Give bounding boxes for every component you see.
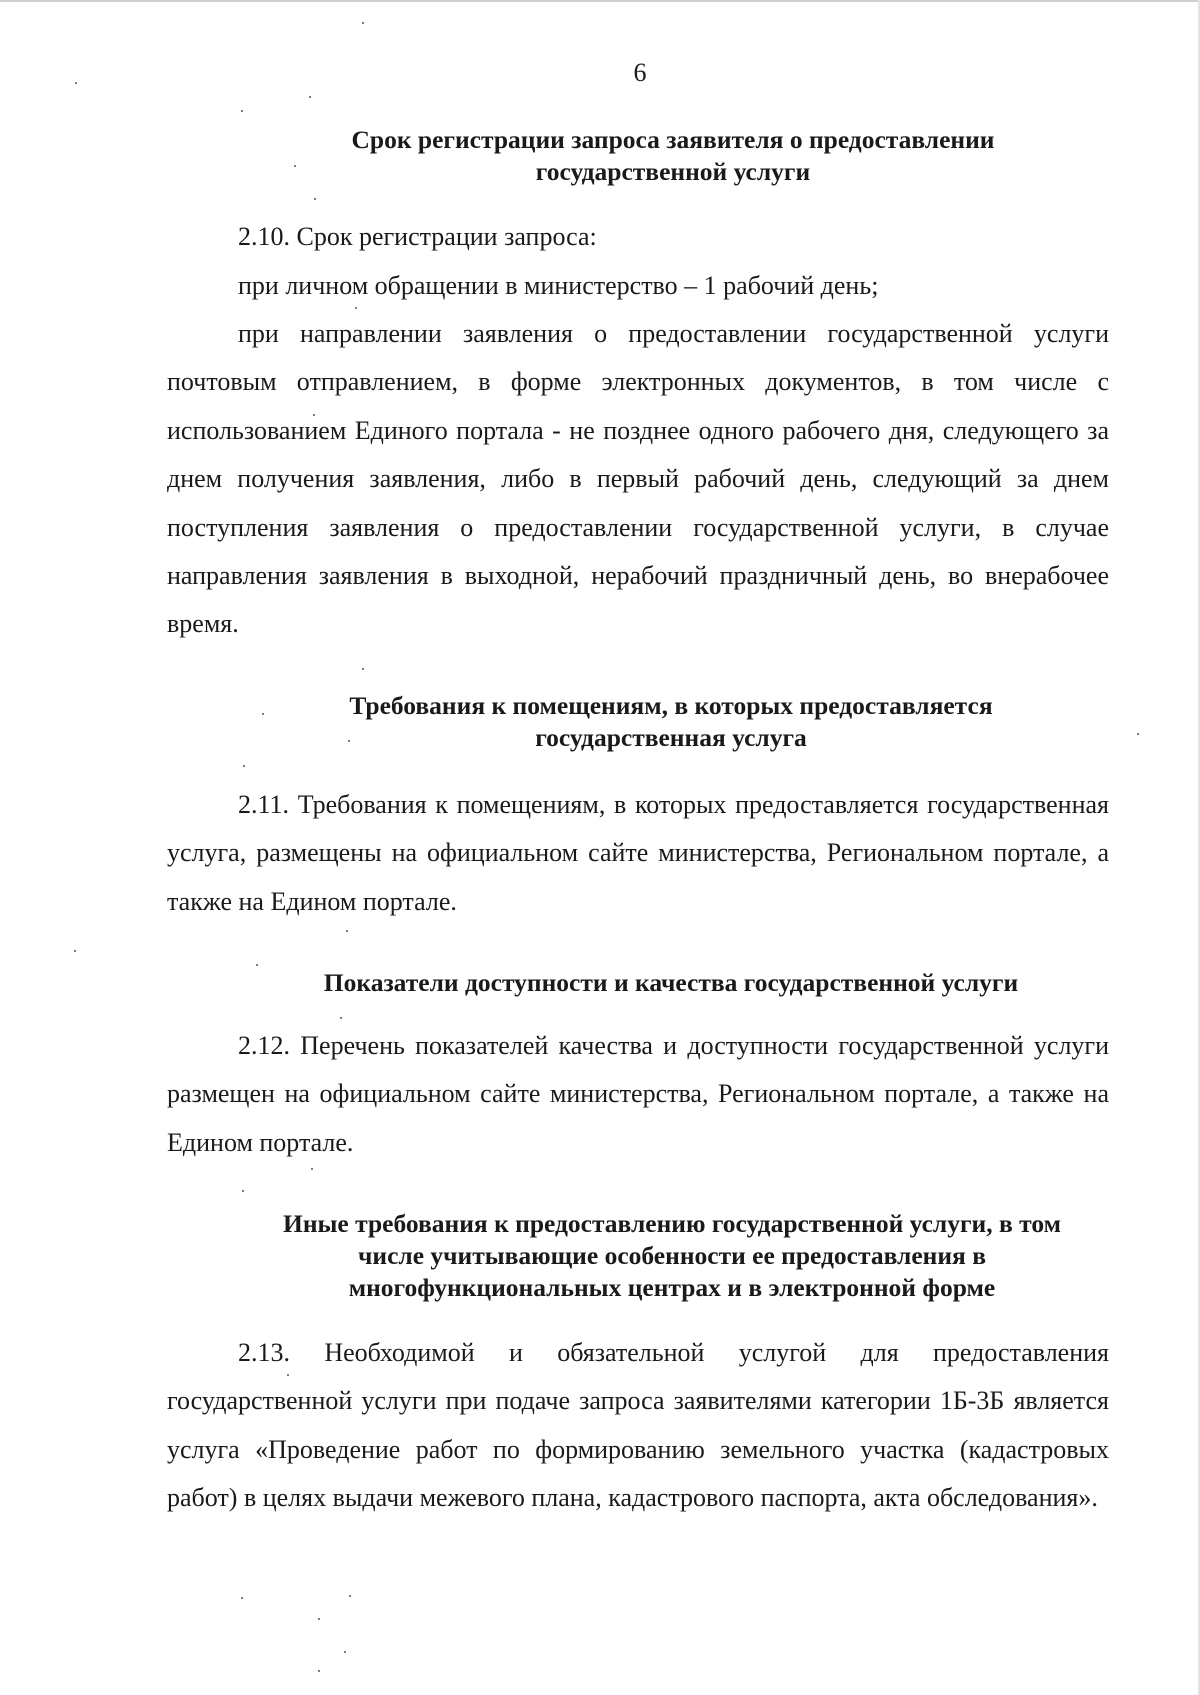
scan-speck <box>262 713 264 715</box>
scan-speck <box>309 96 311 98</box>
heading-line: числе учитывающие особенности ее предоставления в <box>358 1241 986 1270</box>
scan-speck <box>346 930 348 932</box>
item-2-10-title: 2.10. Срок регистрации запроса: <box>238 222 597 251</box>
scan-speck <box>75 82 77 84</box>
page-top-edge <box>0 0 1200 2</box>
scan-speck <box>362 22 364 24</box>
scan-speck <box>349 1595 351 1597</box>
heading-line: Срок регистрации запроса заявителя о предоставлении <box>351 125 995 154</box>
scan-speck <box>318 1618 320 1620</box>
page-number: 6 <box>633 58 647 87</box>
heading-line: многофункциональных центрах и в электронной форме <box>348 1273 996 1302</box>
heading-line: Иные требования к предоставлению государственной услуги, в том <box>283 1209 1061 1238</box>
heading-line: государственная услуга <box>535 723 807 752</box>
scan-speck <box>256 964 258 966</box>
item-2-11: 2.11. Требования к помещениям, в которых предоставляется государственная услуга, размещены на официальном сайте министерства, Региональном портале, а также на Едином портале. <box>167 790 1109 916</box>
heading-line: государственной услуги <box>535 157 811 186</box>
scan-speck <box>362 668 364 670</box>
scan-speck <box>242 1190 244 1192</box>
scan-speck <box>355 307 357 309</box>
scan-speck <box>294 165 296 167</box>
scan-speck <box>241 1597 243 1599</box>
scan-speck <box>314 198 316 200</box>
heading-line: Требования к помещениям, в которых предоставляется <box>349 691 993 720</box>
item-2-13: 2.13. Необходимой и обязательной услугой для предоставления государственной услуги при подаче запроса заявителями категории 1Б-3Б является услуга «Проведение работ по формированию земельного участка (кадастровых работ) в целях выдачи межевого плана, кадастрового паспорта, акта обследования». <box>167 1338 1109 1513</box>
scan-speck <box>313 414 315 416</box>
item-2-10-personal: при личном обращении в министерство – 1 рабочий день; <box>238 271 879 300</box>
scan-speck <box>340 1017 342 1019</box>
item-2-10-remote: при направлении заявления о предоставлении государственной услуги почтовым отправлением, в форме электронных документов, в том числе с использованием Единого портала - не позднее одного рабочего дня, следующего за днем получения заявления, либо в первый рабочий день, следующий за днем поступления заявления о предоставлении государственной услуги, в случае направления заявления в выходной, нерабочий праздничный день, во внерабочее время. <box>167 319 1109 639</box>
scan-speck <box>1137 733 1139 735</box>
scan-speck <box>311 1168 313 1170</box>
heading-line: Показатели доступности и качества государственной услуги <box>323 968 1019 997</box>
heading-premises-requirements <box>311 690 1031 754</box>
item-2-12: 2.12. Перечень показателей качества и доступности государственной услуги размещен на официальном сайте министерства, Региональном портале, а также на Едином портале. <box>167 1031 1109 1157</box>
heading-other-requirements <box>236 1208 1108 1304</box>
scan-speck <box>287 1374 289 1376</box>
scan-speck <box>318 1670 320 1672</box>
scan-speck <box>344 1651 346 1653</box>
scan-speck <box>74 950 76 952</box>
scan-speck <box>348 740 350 742</box>
heading-accessibility-indicators <box>280 967 1062 999</box>
heading-registration-term <box>317 124 1029 188</box>
scan-speck <box>241 110 243 112</box>
scan-speck <box>243 765 245 767</box>
